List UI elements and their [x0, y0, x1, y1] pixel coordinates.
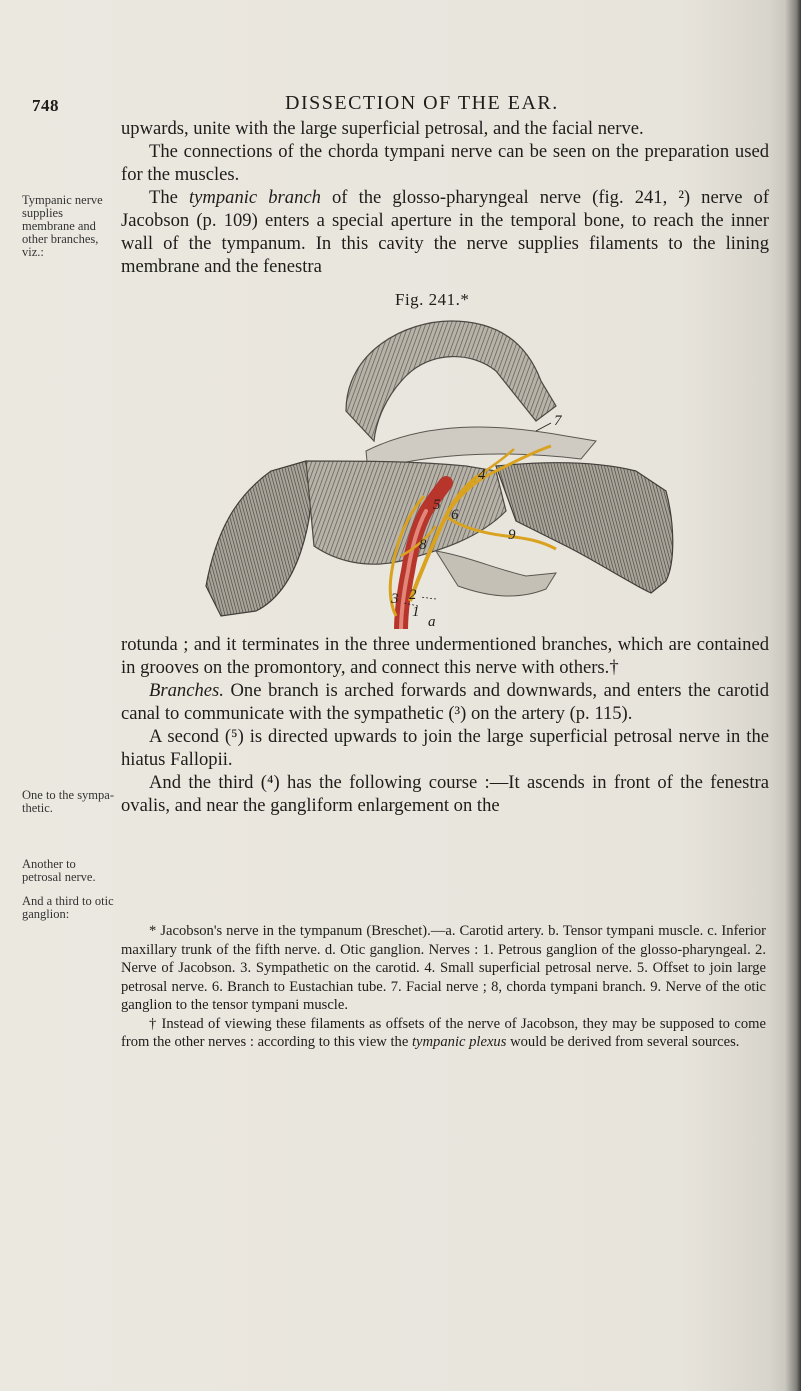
bone-lower-tail [436, 551, 556, 596]
figure-label: 3 [391, 591, 399, 607]
text-run: of the glosso-pharyngeal nerve (fig. 241, ²) nerve of Jacobson (p. 109) enters a special aperture in the temporal bone, to reach the inner wall of the tympanum. In this cavity the nerve supplies filaments to the lining membrane and the fenestra [121, 187, 770, 277]
emphasis-branches: Branches. [149, 680, 224, 701]
text-run: would be derived from several sources. [506, 1034, 740, 1050]
figure-caption: Fig. 241.* [395, 290, 470, 309]
paragraph-facial-nerve: upwards, unite with the large superficial petrosal, and the facial nerve. [121, 118, 644, 139]
figure-label: 8 [419, 537, 427, 553]
page-number: 748 [32, 96, 59, 115]
text-run: The [149, 187, 189, 208]
anatomical-figure [196, 311, 684, 629]
upper-text-block [121, 117, 769, 278]
paragraph-chorda-tympani: The connections of the chorda tympani nerve can be seen on the preparation used for the muscles. [121, 141, 769, 185]
footnote-figure-key: * Jacobson's nerve in the tympanum (Breschet).—a. Carotid artery. b. Tensor tympani muscle. c. Inferior maxillary trunk of the fifth nerve. d. Otic ganglion. Nerves : 1. Petrous ganglion of the glosso-pharyngeal. 2. Nerve of Jacobson. 3. Sympathetic on the carotid. 4. Small superficial petrosal nerve. 5. Offset to join large petrosal nerve. 6. Branch to Eustachian tube. 7. Facial nerve ; 8, chorda tympani branch. 9. Nerve of the otic ganglion to the tensor tympani muscle. [121, 923, 766, 1013]
text-run: † Instead of viewing these filaments as offsets of the nerve of Jacobson, they may be supposed to come from the other nerves : according to this view the [121, 1015, 766, 1050]
figure-label: 6 [451, 507, 459, 523]
text-run: One branch is arched forwards and downwards, and enters the carotid canal to communicate with the sympathetic (³) on the artery (p. 115). [121, 680, 769, 724]
paragraph-tympanic-branch [121, 186, 769, 278]
page-edge-shadow [785, 0, 801, 1391]
figure-label: 9 [508, 527, 516, 543]
paragraph-branches [121, 679, 769, 725]
margin-note-otic-ganglion: And a third to otic ganglion: [22, 894, 114, 921]
figure-label: 7 [554, 413, 562, 429]
footnotes [121, 922, 766, 1052]
margin-note-sympathetic: One to the sympa-thetic. [22, 788, 114, 815]
figure-label: 5 [433, 497, 441, 513]
figure-label: 2 [409, 587, 417, 603]
paragraph-second-branch: A second (⁵) is directed upwards to join the large superficial petrosal nerve in the hiatus Fallopii. [121, 726, 769, 770]
temporal-bone-illustration [196, 311, 684, 629]
leader-7 [536, 423, 551, 431]
figure-label: 4 [478, 467, 486, 483]
emphasis-tympanic-branch: tympanic branch [189, 187, 321, 208]
lower-text-block [121, 633, 769, 817]
paragraph-third-branch: And the third (⁴) has the following course :—It ascends in front of the fenestra ovalis, and near the gangliform enlargement on the [121, 772, 769, 816]
bone-left-mass [206, 461, 311, 616]
figure-label: 1 [412, 604, 420, 620]
emphasis-tympanic-plexus: tympanic plexus [411, 1034, 507, 1050]
bone-upper-arch [346, 321, 556, 441]
running-head: DISSECTION OF THE EAR. [285, 92, 559, 114]
margin-note-tympanic-nerve: Tympanic nerve supplies membrane and other branches, viz.: [22, 193, 103, 259]
margin-note-petrosal: Another to petrosal nerve. [22, 857, 96, 884]
footnote-dagger [121, 1015, 766, 1052]
figure-label: a [428, 614, 436, 629]
leader-2 [420, 597, 436, 599]
bone-right-mass [496, 463, 673, 593]
paragraph-rotunda: rotunda ; and it terminates in the three undermentioned branches, which are contained in grooves on the promontory, and connect this nerve with others.† [121, 634, 769, 678]
